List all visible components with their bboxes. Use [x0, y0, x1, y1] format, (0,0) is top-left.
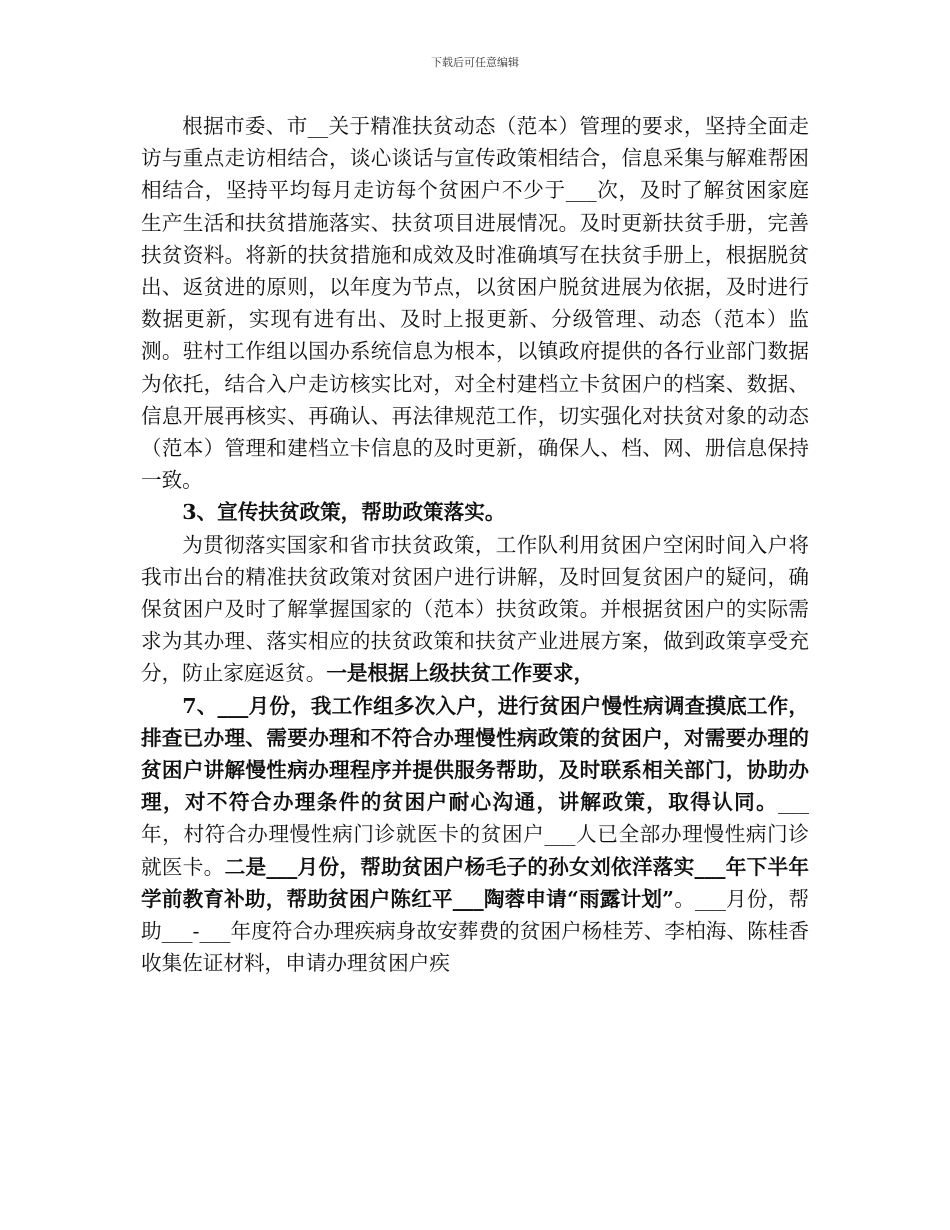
- paragraph-text: 根据市委、市__关于精准扶贫动态（范本）管理的要求，坚持全面走访与重点走访相结合，谈心谈话与宣传政策相结合，信息采集与解难帮困相结合，坚持平均每月走访每个贫困户不少于___次，及时了解贫困家庭生产生活和扶贫措施落实、扶贫项目进展情况。及时更新扶贫手册，完善扶贫资料。将新的扶贫措施和成效及时准确填写在扶贫手册上，根据脱贫出、返贫进的原则，以年度为节点，以贫困户脱贫进展为依据，及时进行数据更新，实现有进有出、及时上报更新、分级管理、动态（范本）监测。驻村工作组以国办系统信息为根本，以镇政府提供的各行业部门数据为依托，结合入户走访核实比对，对全村建档立卡贫困户的档案、数据、信息开展再核实、再确认、再法律规范工作，切实强化对扶贫对象的动态（范本）管理和建档立卡信息的及时更新，确保人、档、网、册信息保持一致。: [141, 114, 809, 493]
- paragraph-text: 为贯彻落实国家和省市扶贫政策，工作队利用贫困户空闲时间入户将我市出台的精准扶贫政策对贫困户进行讲解，及时回复贫困户的疑问，确保贫困户及时了解掌握国家的（范本）扶贫政策。并根据贫困户的实际需求为其办理、落实相应的扶贫政策和扶贫产业进展方案，做到政策享受充分，防止家庭返贫。: [141, 532, 809, 686]
- paragraph-chronic-disease: [141, 690, 809, 980]
- page-header: 下载后可任意编辑: [431, 56, 519, 69]
- paragraph-text: ___年，村符合办理慢性病门诊就医卡的贫困户___人已全部办理慢性病门诊就医卡。: [141, 790, 809, 879]
- paragraph-text-bold: 一是根据上级扶贫工作要求，: [326, 661, 595, 686]
- paragraph-text: 。___月份，帮助___-___年度符合办理疾病身故安葬费的贫困户杨桂芳、李柏海、陈桂香收集佐证材料，申请办理贫困户疾: [141, 886, 809, 976]
- section-heading-3: [141, 496, 809, 528]
- paragraph-policy-promotion: [141, 529, 809, 690]
- paragraph-text-bold: 7、___月份，我工作组多次入户，进行贫困户慢性病调查摸底工作，排查已办理、需要办理和不符合办理慢性病政策的贫困户，对需要办理的贫困户讲解慢性病办理程序并提供服务帮助，及时联系相关部门，协助办理，对不符合办理条件的贫困户耐心沟通，讲解政策，取得认同。: [141, 693, 809, 815]
- heading-text: 3、宣传扶贫政策，帮助政策落实。: [182, 500, 506, 525]
- paragraph-dynamic-management: [141, 110, 809, 496]
- paragraph-text-bold: 二是___月份，帮助贫困户杨毛子的孙女刘依洋落实___年下半年学前教育补助，帮助贫困户陈红平___陶蓉申请“雨露计划”: [141, 854, 810, 911]
- document-body: [141, 110, 809, 979]
